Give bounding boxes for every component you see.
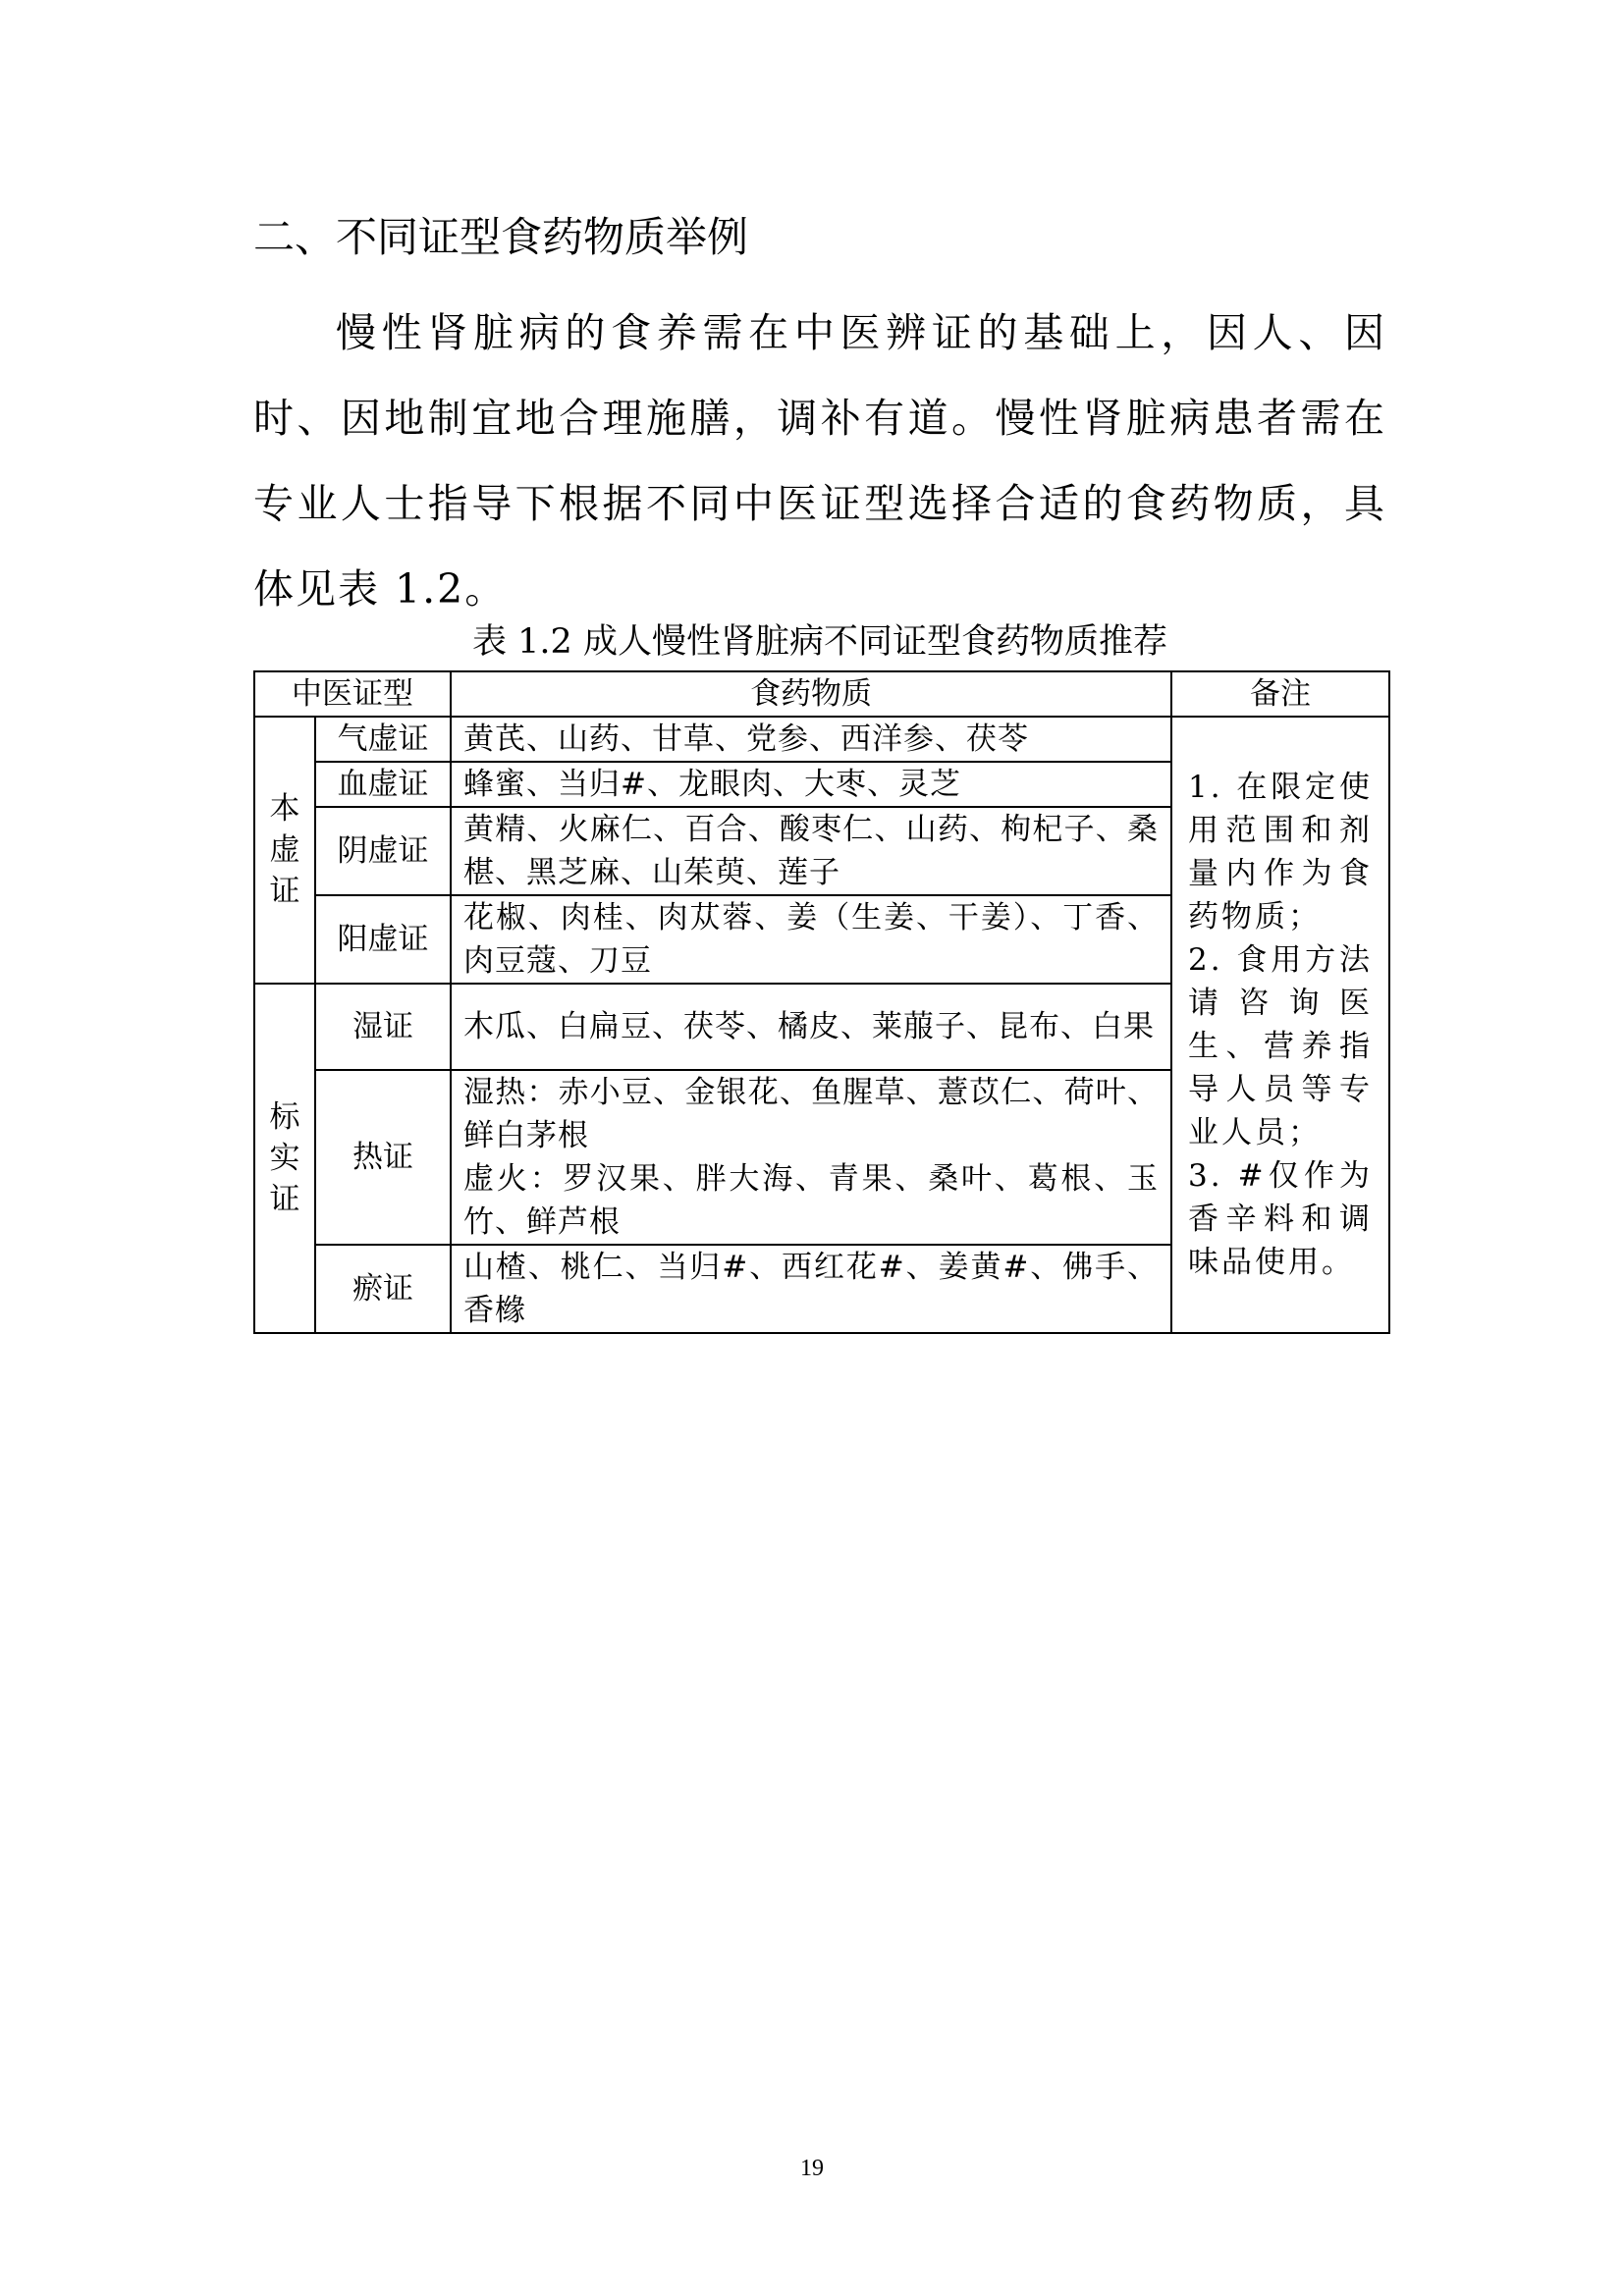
- header-notes: 备注: [1171, 671, 1389, 717]
- syndrome-type: 热证: [315, 1070, 451, 1245]
- table-caption: 表 1.2 成人慢性肾脏病不同证型食药物质推荐: [472, 622, 1167, 662]
- table-header-row: [254, 671, 1389, 717]
- group-char: 虚: [269, 832, 300, 868]
- syndrome-type: 血虚证: [315, 762, 451, 807]
- syndrome-type: 阳虚证: [315, 895, 451, 984]
- page-number: 19: [800, 2156, 824, 2181]
- group-label-excess: [254, 984, 315, 1333]
- intro-paragraph: 慢性肾脏病的食养需在中医辨证的基础上，因人、因时、因地制宜地合理施膳，调补有道。慢性肾脏病患者需在专业人士指导下根据不同中医证型选择合适的食药物质，具体见表 1.2。: [253, 309, 1386, 613]
- group-char: 实: [269, 1141, 300, 1176]
- section-heading: 二、不同证型食药物质举例: [253, 213, 749, 261]
- note-item: 2. 食用方法请咨询医生、营养指导人员等专业人员；: [1188, 942, 1373, 1150]
- note-item: 1. 在限定使用范围和剂量内作为食药物质；: [1188, 770, 1373, 934]
- note-item: 3. #仅作为香辛料和调味品使用。: [1188, 1158, 1373, 1280]
- syndrome-type: 瘀证: [315, 1245, 451, 1333]
- food-list: 黄精、火麻仁、百合、酸枣仁、山药、枸杞子、桑椹、黑芝麻、山茱萸、莲子: [451, 807, 1171, 895]
- syndrome-type: 湿证: [315, 984, 451, 1070]
- syndrome-type: 气虚证: [315, 717, 451, 762]
- group-char: 标: [269, 1099, 300, 1135]
- header-foods: 食药物质: [451, 671, 1171, 717]
- group-label-deficiency: [254, 717, 315, 984]
- food-list: 花椒、肉桂、肉苁蓉、姜（生姜、干姜）、丁香、肉豆蔻、刀豆: [451, 895, 1171, 984]
- table-row: [254, 717, 1389, 762]
- notes-cell: [1171, 717, 1389, 1333]
- food-list: [451, 1070, 1171, 1245]
- group-char: 本: [269, 791, 300, 827]
- food-list: 蜂蜜、当归#、龙眼肉、大枣、灵芝: [451, 762, 1171, 807]
- food-list: 山楂、桃仁、当归#、西红花#、姜黄#、佛手、香橼: [451, 1245, 1171, 1333]
- header-syndrome: 中医证型: [254, 671, 451, 717]
- food-list: 黄芪、山药、甘草、党参、西洋参、茯苓: [451, 717, 1171, 762]
- syndrome-type: 阴虚证: [315, 807, 451, 895]
- group-char: 证: [269, 1182, 300, 1217]
- group-char: 证: [269, 874, 300, 909]
- food-list: 木瓜、白扁豆、茯苓、橘皮、莱菔子、昆布、白果: [451, 984, 1171, 1070]
- food-sub-line: 虚火：罗汉果、胖大海、青果、桑叶、葛根、玉竹、鲜芦根: [463, 1161, 1159, 1240]
- syndrome-food-table: [253, 670, 1390, 1334]
- food-sub-line: 湿热：赤小豆、金银花、鱼腥草、薏苡仁、荷叶、鲜白茅根: [463, 1075, 1159, 1153]
